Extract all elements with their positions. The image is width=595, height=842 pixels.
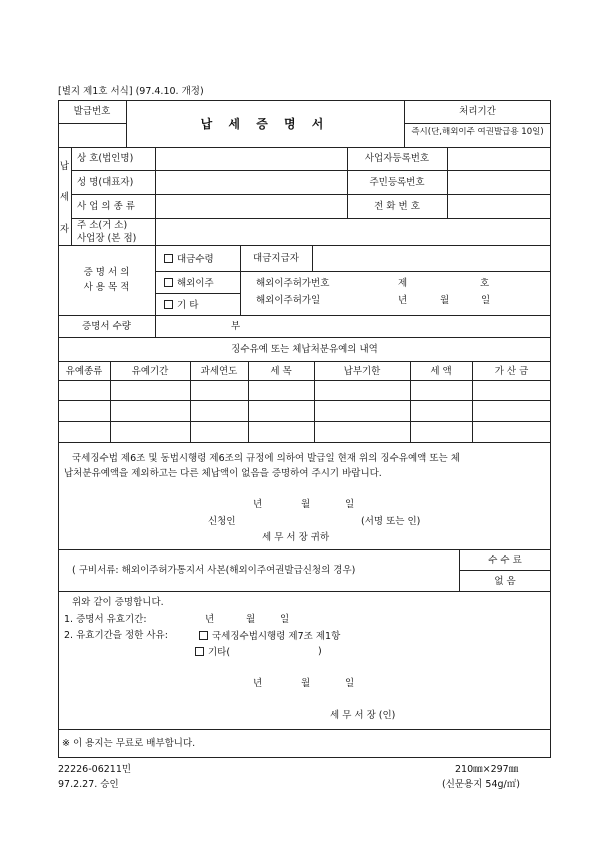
copies-label: 증명서 수량 — [82, 321, 131, 332]
payer-label: 대금지급자 — [253, 253, 299, 264]
taxpayer-side-char-2: 세 — [59, 192, 70, 203]
col-deferral-period: 유예기간 — [131, 366, 169, 377]
permit-date-year: 년 — [398, 295, 408, 306]
checkbox-icon — [164, 278, 173, 287]
processing-period-label: 처리기간 — [459, 106, 496, 117]
reason-option-decree[interactable]: 국세징수법시행령 제7조 제1항 — [199, 631, 340, 642]
checkbox-icon — [164, 254, 173, 263]
request-statement-line2: 납처분유예액을 제외하고는 다른 체납액이 없음을 증명하여 주시기 바랍니다. — [64, 468, 382, 479]
applicant-label: 신청인 — [208, 516, 236, 527]
fee-label: 수 수 료 — [488, 555, 522, 566]
copies-unit: 부 — [231, 321, 241, 332]
purpose-label-line1: 증 명 서 의 — [83, 267, 130, 278]
biz-reg-no-label: 사업자등록번호 — [364, 153, 430, 164]
issuer-signature: 세 무 서 장 (인) — [330, 710, 396, 721]
reason-option-other-close: ) — [318, 646, 322, 657]
address-label: 주 소(거 소) — [77, 220, 128, 231]
paper-type: (신문용지 54g/㎡) — [442, 779, 520, 790]
document-title: 납 세 증 명 서 — [200, 117, 330, 131]
phone-label: 전 화 번 호 — [374, 201, 420, 212]
emigration-permit-date-label: 해외이주허가일 — [256, 295, 321, 306]
purpose-label-line2: 사 용 목 적 — [83, 282, 130, 293]
representative-name-label: 성 명(대표자) — [77, 177, 134, 188]
permit-date-day: 일 — [481, 295, 491, 306]
required-documents: ( 구비서류: 해외이주허가통지서 사본(해외이주여권발급신청의 경우) — [72, 565, 356, 576]
form-outer-border — [58, 100, 551, 758]
business-type-label: 사 업 의 종 류 — [77, 201, 135, 212]
request-date-day: 일 — [345, 499, 355, 510]
certification-line1: 위와 같이 증명합니다. — [72, 597, 164, 608]
cert-date-month: 월 — [301, 678, 311, 689]
purpose-option-other[interactable]: 기 타 — [164, 300, 198, 311]
validity-day: 일 — [280, 614, 290, 625]
col-deferral-type: 유예종류 — [65, 366, 103, 377]
paper-size: 210㎜×297㎜ — [455, 764, 519, 775]
approval-date: 97.2.27. 승인 — [58, 779, 119, 790]
trade-name-label: 상 호(법인명) — [77, 153, 134, 164]
fee-value: 없 음 — [494, 576, 516, 587]
emigration-permit-no-label: 해외이주허가번호 — [256, 278, 330, 289]
reason-option-other[interactable]: 기타( — [195, 647, 230, 658]
col-tax-year: 과세연도 — [200, 366, 238, 377]
request-date-month: 월 — [301, 499, 311, 510]
validity-period-label: 1. 증명서 유효기간: — [64, 614, 147, 625]
permit-date-month: 월 — [440, 295, 450, 306]
col-penalty: 가 산 금 — [494, 366, 529, 377]
taxpayer-side-char-3: 자 — [59, 224, 70, 235]
checkbox-icon — [199, 631, 208, 640]
request-statement-line1: 국세징수법 제6조 및 동법시행령 제6조의 규정에 의하여 발급일 현재 위의 징수유예액 또는 체 — [72, 453, 460, 464]
col-tax-amount: 세 액 — [430, 366, 452, 377]
permit-no-suffix: 호 — [480, 278, 490, 289]
cert-date-day: 일 — [345, 678, 355, 689]
permit-no-prefix: 제 — [398, 278, 408, 289]
resident-reg-no-label: 주민등록번호 — [369, 177, 425, 188]
cert-date-year: 년 — [253, 678, 263, 689]
free-distribution-note: ※ 이 용지는 무료로 배부합니다. — [62, 738, 196, 749]
form-code: 22226-06211민 — [58, 764, 132, 775]
validity-year: 년 — [205, 614, 215, 625]
purpose-option-emigration[interactable]: 해외이주 — [164, 278, 214, 289]
checkbox-icon — [164, 300, 173, 309]
business-place-label: 사업장 (본 점) — [77, 233, 137, 244]
signature-label: (서명 또는 인) — [361, 516, 421, 527]
issue-number-label: 발급번호 — [73, 106, 111, 117]
validity-month: 월 — [246, 614, 256, 625]
validity-reason-label: 2. 유효기간을 정한 사유: — [64, 630, 168, 641]
col-due-date: 납부기한 — [343, 366, 381, 377]
deferral-section-title: 징수유예 또는 체납처분유예의 내역 — [231, 344, 378, 355]
purpose-option-payment[interactable]: 대금수령 — [164, 254, 214, 265]
col-tax-item: 세 목 — [270, 366, 292, 377]
checkbox-icon — [195, 647, 204, 656]
request-date-year: 년 — [253, 499, 263, 510]
processing-period-value: 즉시(단,해외이주 여권발급용 10일) — [411, 127, 544, 137]
taxpayer-side-char-1: 납 — [59, 161, 70, 172]
form-header-note: [별지 제1호 서식] (97.4.10. 개정) — [58, 86, 204, 97]
addressee: 세 무 서 장 귀하 — [262, 532, 330, 543]
